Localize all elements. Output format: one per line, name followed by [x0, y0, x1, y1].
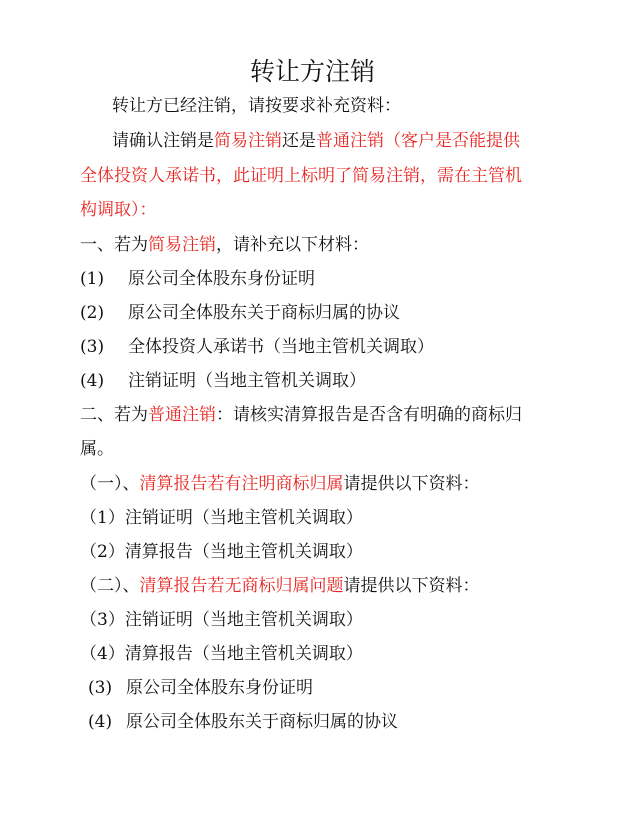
item-text: 原公司全体股东身份证明 [128, 269, 315, 289]
item-text: 注销证明（当地主管机关调取） [124, 610, 363, 630]
section-1-suffix: ，请补充以下材料： [216, 235, 369, 255]
page-title: 转让方注销 [249, 57, 375, 86]
item-number: (1) [80, 269, 105, 289]
item-number: （2） [80, 542, 125, 562]
confirm-paragraph-line-3 [80, 199, 157, 221]
intro-paragraph: 转让方已经注销，请按要求补充资料： [112, 96, 401, 116]
item-number: （1） [80, 508, 125, 528]
subsection-1-highlight: 清算报告若有注明商标归属 [139, 474, 344, 494]
item-number: (3) [80, 337, 105, 357]
item-text: 全体投资人承诺书（当地主管机关调取） [128, 337, 434, 357]
item-number: (3) [88, 678, 113, 698]
subsection-2-suffix: 请提供以下资料： [343, 576, 480, 596]
list-item [80, 507, 363, 529]
list-item [88, 677, 313, 699]
item-text: 原公司全体股东关于商标归属的协议 [128, 303, 400, 323]
confirm-paragraph-line-2: 全体投资人承诺书，此证明上标明了简易注销，需在主管机 [80, 166, 522, 186]
list-item [80, 370, 366, 392]
section-2-heading-line-2: 属。 [80, 439, 114, 459]
section-1-highlight: 简易注销 [148, 235, 216, 255]
section-2-prefix: 二、若为 [80, 405, 148, 425]
item-text: 注销证明（当地主管机关调取） [124, 508, 363, 528]
item-number: (4) [80, 371, 105, 391]
list-item [80, 336, 434, 358]
subsection-1-heading [80, 473, 480, 495]
list-item [80, 541, 363, 563]
subsection-2-prefix: （二）、 [80, 576, 140, 596]
simple-cancellation-highlight: 简易注销 [214, 131, 282, 151]
item-number: (4) [88, 712, 113, 732]
item-text: 清算报告（当地主管机关调取） [124, 542, 363, 562]
section-2-suffix: ：请核实清算报告是否含有明确的商标归 [216, 405, 522, 425]
item-text: 清算报告（当地主管机关调取） [124, 644, 363, 664]
confirm-text: 还是 [282, 131, 316, 151]
item-text: 注销证明（当地主管机关调取） [128, 371, 366, 391]
normal-cancellation-highlight: 普通注销 [316, 131, 384, 151]
subsection-2-highlight: 清算报告若无商标归属问题 [139, 576, 344, 596]
item-number: （3） [80, 610, 125, 630]
section-1-heading [80, 234, 369, 256]
list-item [88, 711, 398, 733]
list-item [80, 302, 400, 324]
item-number: (2) [80, 303, 105, 323]
item-number: （4） [80, 644, 125, 664]
confirm-note-end: 构调取）： [80, 200, 157, 220]
list-item [80, 609, 363, 631]
item-text: 原公司全体股东关于商标归属的协议 [126, 712, 398, 732]
subsection-1-prefix: （一）、 [80, 474, 140, 494]
section-2-highlight: 普通注销 [148, 405, 216, 425]
confirm-paragraph-line-1 [112, 130, 520, 152]
confirm-text: 请确认注销是 [112, 131, 214, 151]
section-2-heading [80, 404, 522, 426]
confirm-note: （客户是否能提供 [384, 131, 520, 151]
list-item [80, 268, 315, 290]
subsection-1-suffix: 请提供以下资料： [343, 474, 480, 494]
subsection-2-heading [80, 575, 480, 597]
list-item [80, 643, 363, 665]
section-1-prefix: 一、若为 [80, 235, 148, 255]
item-text: 原公司全体股东身份证明 [126, 678, 313, 698]
